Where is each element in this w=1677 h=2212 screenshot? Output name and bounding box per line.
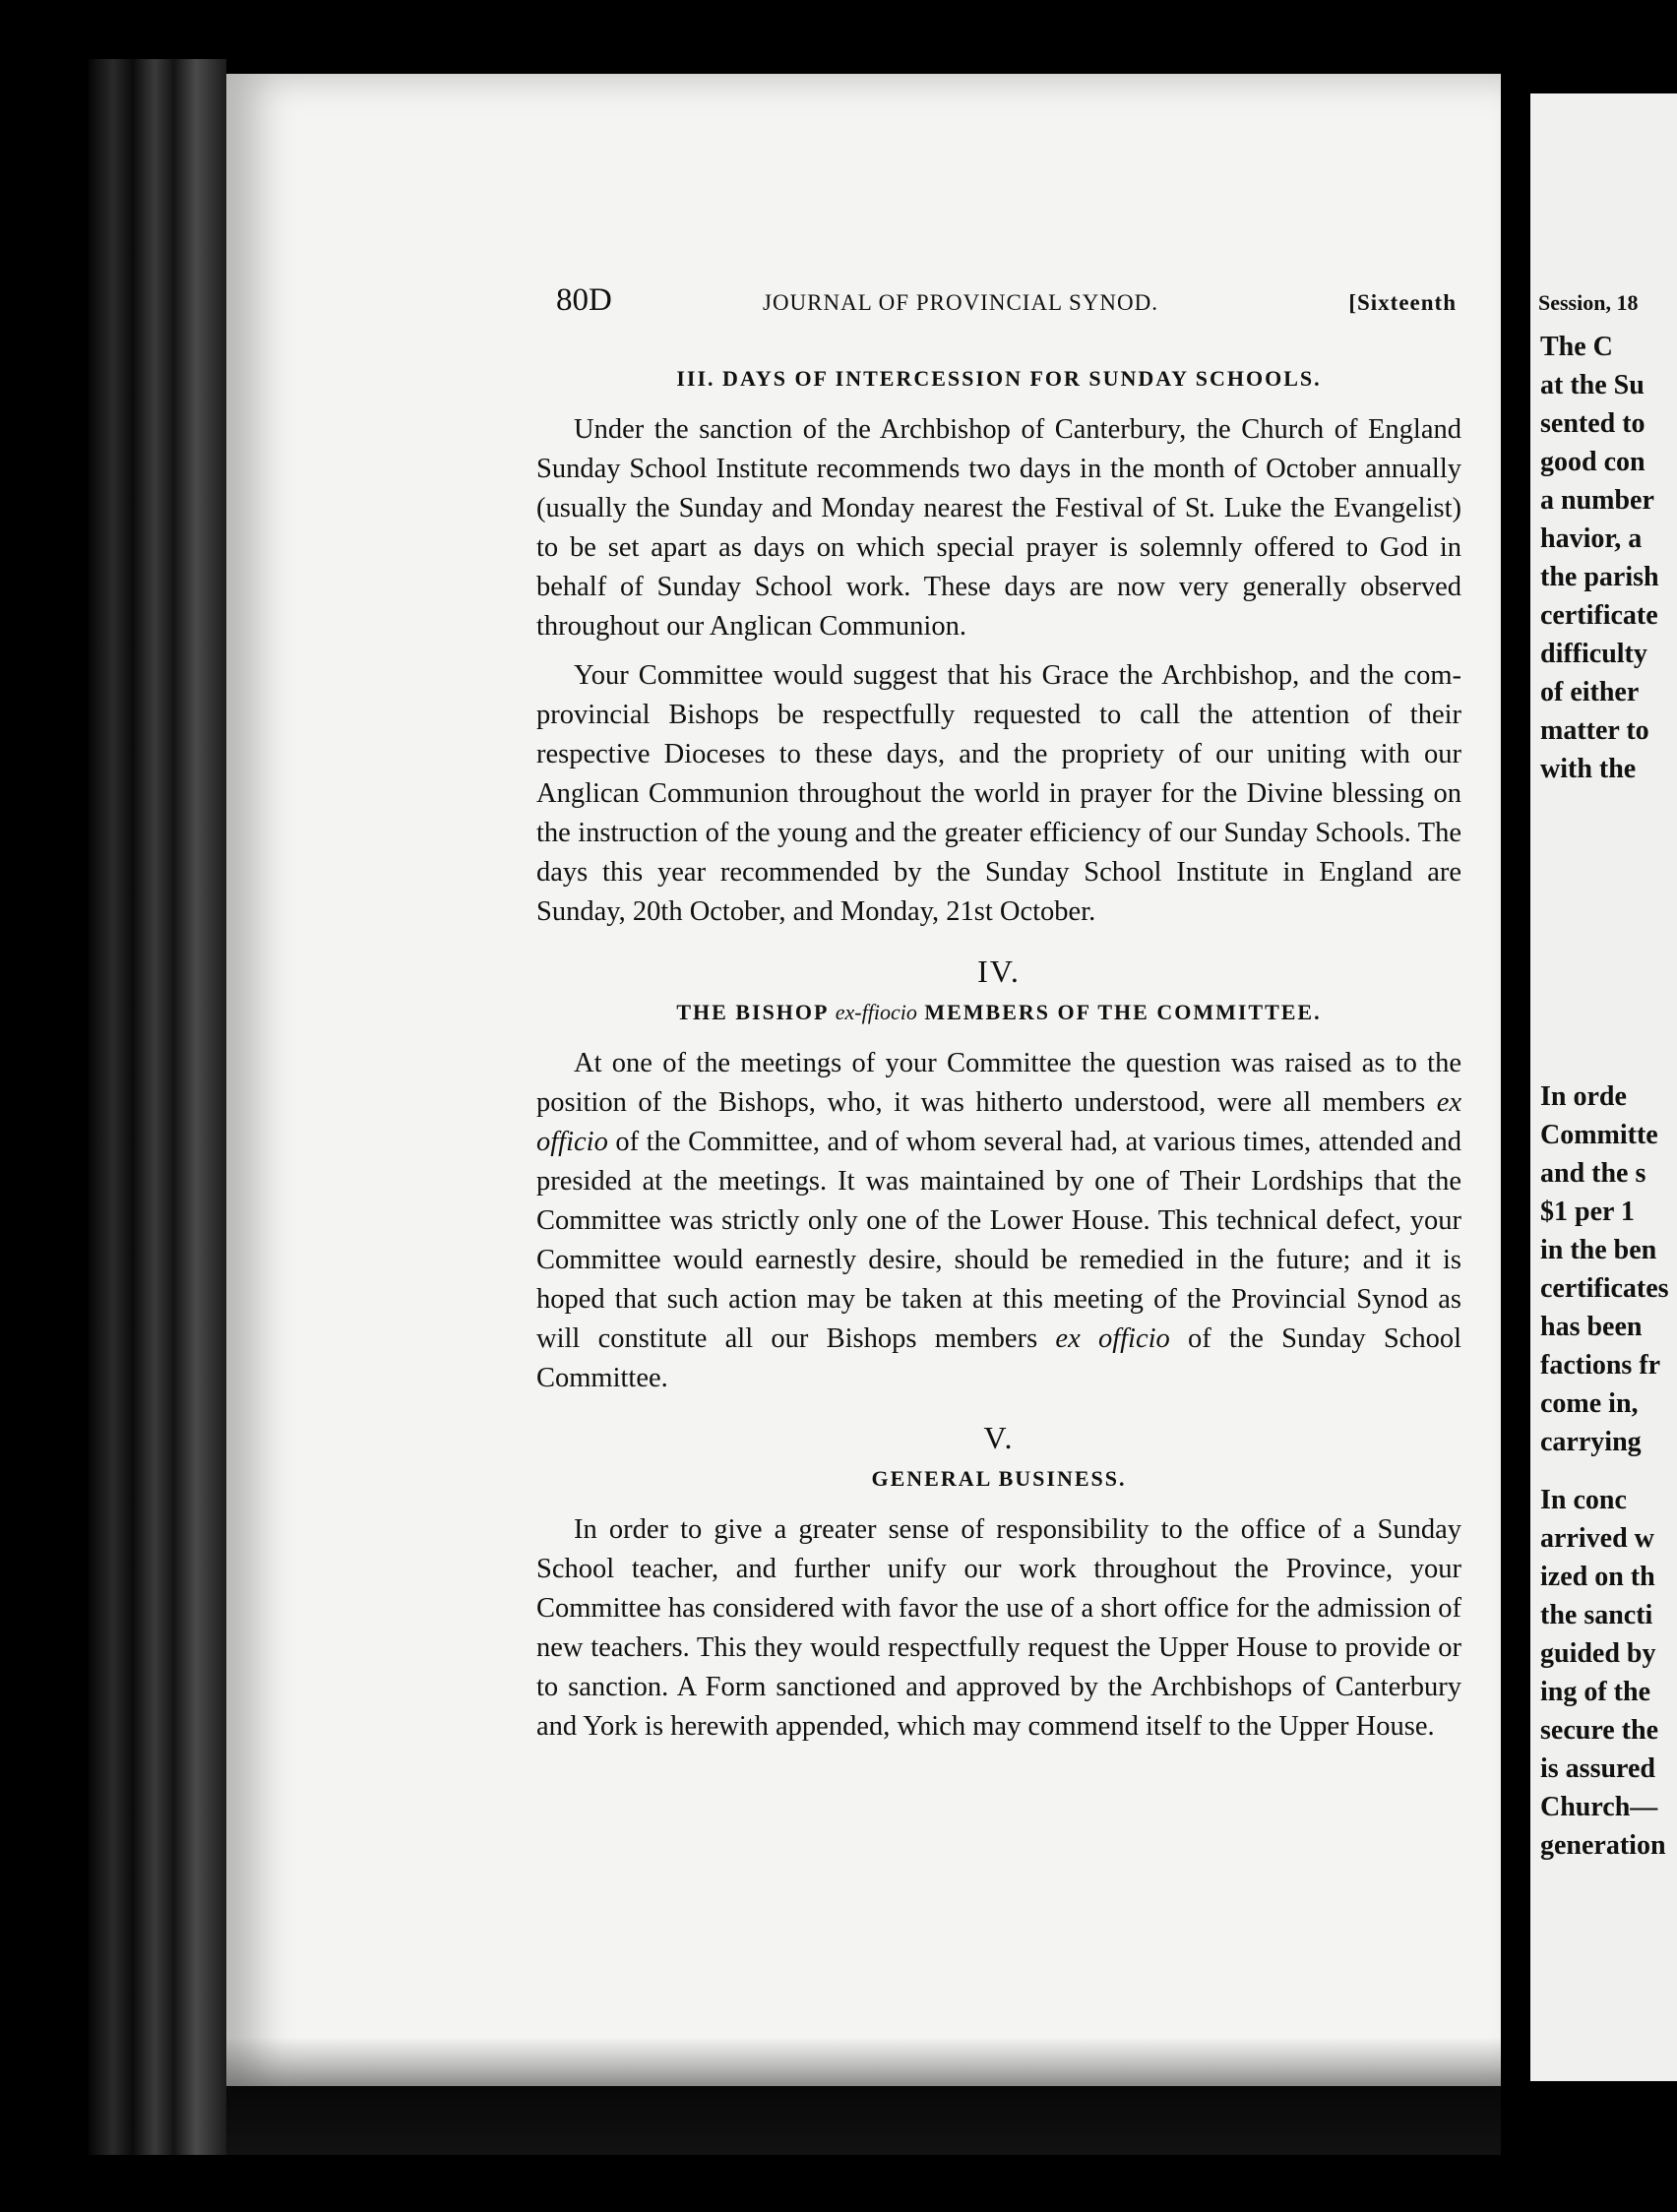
page-number: 80D — [556, 282, 612, 318]
facing-line: has been — [1540, 1312, 1643, 1342]
facing-line: certificates — [1540, 1273, 1669, 1304]
facing-line: ing of the — [1540, 1677, 1650, 1707]
facing-line: good con — [1540, 447, 1646, 477]
s4-text-c: of the Committee, and of whom several had, at various times, attended and presided at the meetings. It was maintained by one of Their Lordships that the Committee was strictly only one of the Lower House. This technical defect, your Committee would earnestly desire, should be remedied in the future; and it is hoped that such action may be taken at this meeting of the Provincial Synod as will constitute all our Bishops members — [536, 1127, 1461, 1354]
s4-text-e: of the Sunday School Committee. — [536, 1323, 1462, 1393]
facing-line: factions fr — [1540, 1350, 1661, 1381]
s4-italic-1: ex officio — [536, 1087, 1461, 1157]
facing-line: at the Su — [1540, 370, 1645, 400]
journal-title: JOURNAL OF PROVINCIAL SYNOD. — [763, 290, 1158, 315]
facing-line: Committe — [1540, 1120, 1658, 1150]
facing-text-top — [1540, 328, 1659, 788]
section-4-number: IV. — [977, 953, 1021, 989]
s4-text-a: At one of the meetings of your Committee the question was raised as to the position of the Bishops, who, it was hitherto understood, were all members — [536, 1048, 1461, 1118]
book-binding — [89, 59, 226, 2155]
facing-page — [1530, 93, 1677, 2081]
facing-line: secure the — [1540, 1715, 1658, 1746]
page-bottom-shadow — [226, 2037, 1501, 2155]
section-5-title: GENERAL BUSINESS. — [871, 1466, 1127, 1491]
section-4-paragraph — [536, 1044, 1461, 1398]
facing-running-head: Session, 18 — [1538, 290, 1639, 315]
section-3-paragraph-1: Under the sanction of the Archbishop of Canterbury, the Church of England Sunday School Institute recommends two days in the month of October annually (usually the Sunday and Monday nearest the Festival of St. Luke the Evangelist) to be set apart as days on which special prayer is solemnly offered to God in behalf of Sunday School work. These days are now very generally observed throughout our Anglican Communion. — [536, 414, 1461, 642]
facing-line: is assured — [1540, 1753, 1655, 1784]
section-5-number: V. — [983, 1420, 1015, 1455]
facing-line: generation — [1540, 1830, 1666, 1861]
section-4-title-italic: ex-ffiocio — [835, 1000, 917, 1024]
facing-line: havior, a — [1540, 523, 1643, 554]
session-label: [Sixteenth — [1348, 290, 1457, 315]
running-head — [556, 282, 1457, 330]
section-4-title-part-2: MEMBERS OF THE COMMITTEE. — [924, 1000, 1322, 1024]
facing-line: arrived w — [1540, 1523, 1654, 1554]
section-4-title-part-1: THE BISHOP — [676, 1000, 829, 1024]
facing-text-bottom — [1540, 1077, 1669, 1865]
s4-italic-2: ex officio — [1055, 1323, 1170, 1354]
facing-line: the parish — [1540, 562, 1659, 592]
facing-line: in the ben — [1540, 1235, 1657, 1265]
facing-line: sented to — [1540, 408, 1646, 439]
facing-line: come in, — [1540, 1388, 1639, 1419]
facing-line: difficulty — [1540, 639, 1647, 669]
facing-line: matter to — [1540, 715, 1649, 746]
section-3-heading: III. DAYS OF INTERCESSION FOR SUNDAY SCHOOLS. — [676, 366, 1322, 391]
facing-line: In orde — [1540, 1081, 1627, 1112]
facing-line: and the s — [1540, 1158, 1646, 1189]
facing-line: the sancti — [1540, 1600, 1653, 1630]
facing-line: of either — [1540, 677, 1640, 707]
facing-line — [1540, 1461, 1669, 1481]
facing-line: ized on th — [1540, 1562, 1655, 1592]
facing-line: certificate — [1540, 600, 1658, 631]
section-4-title — [536, 993, 1461, 1032]
section-5-paragraph: In order to give a greater sense of responsibility to the office of a Sunday School teacher, and further unify our work throughout the Province, your Committee has considered with favor the use of a short office for the admission of new teachers. This they would respectfully request the Upper House to provide or to sanction. A Form sanctioned and approved by the Archbishops of Canterbury and York is herewith appended, which may commend itself to the Upper House. — [536, 1514, 1461, 1742]
facing-line: $1 per 1 — [1540, 1197, 1635, 1227]
facing-line: with the — [1540, 754, 1637, 784]
facing-line: Church— — [1540, 1792, 1658, 1822]
facing-line: guided by — [1540, 1638, 1656, 1669]
facing-line: a number — [1540, 485, 1654, 516]
section-3-paragraph-2: Your Committee would suggest that his Grace the Archbishop, and the com-provincial Bishops be respectfully requested to call the attention of their respective Dioceses to these days, and the propriety of our uniting with our Anglican Communion throughout the world in prayer for the Divine blessing on the instruction of the young and the greater efficiency of our Sunday Schools. The days this year recommended by the Sunday School Institute in England are Sunday, 20th October, and Monday, 21st October. — [536, 660, 1461, 927]
facing-line: carrying — [1540, 1427, 1642, 1457]
page-body — [536, 359, 1461, 1747]
facing-line: In conc — [1540, 1485, 1627, 1515]
facing-line: The C — [1540, 332, 1613, 362]
